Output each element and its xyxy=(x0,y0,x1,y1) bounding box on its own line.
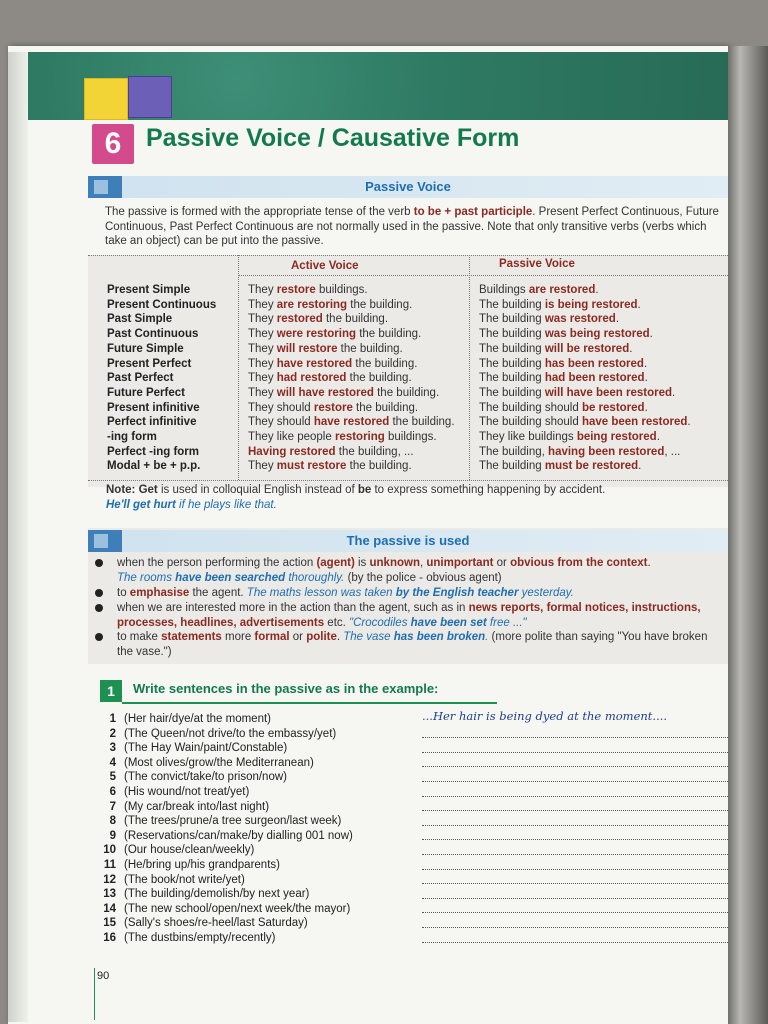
exercise-item: 14 (The new school/open/next week/the mayor) xyxy=(103,902,351,915)
intro-paragraph: The passive is formed with the appropriate tense of the verb to be + past participle. Present Perfect Continuous, Future Continuous, Past Perfect Continuous are not normally used in the passive. Note that only transitive verbs (verbs which take an object) can be put into the passive. xyxy=(105,206,719,247)
section-marker-icon xyxy=(88,176,122,198)
active-example: They were restoring the building. xyxy=(248,328,422,341)
tense-label: Present Continuous xyxy=(107,298,217,311)
active-example: They restore buildings. xyxy=(248,284,368,296)
active-example: They will restore the building. xyxy=(248,342,403,355)
page-number: 90 xyxy=(97,970,110,982)
exercise-number-badge: 1 xyxy=(100,680,122,702)
section-title: Passive Voice xyxy=(365,179,451,194)
passive-used-section-header xyxy=(88,530,728,552)
passive-example: The building, having been restored, ... xyxy=(479,445,681,458)
passive-example: The building was being restored. xyxy=(479,328,653,341)
exercise-item: 2 (The Queen/not drive/to the embassy/yet) xyxy=(109,727,337,740)
tense-label: Perfect infinitive xyxy=(107,416,197,429)
textbook-page xyxy=(8,46,728,1024)
page-spine xyxy=(8,52,28,1022)
bullet-1: when the person performing the action (agent) is unknown, unimportant or obvious from the context. The rooms have been searched thoroughly. (by the police - obvious agent) xyxy=(95,556,725,586)
tense-label: Future Simple xyxy=(107,342,184,355)
passive-example: The building will be restored. xyxy=(479,342,633,355)
passive-example: The building must be restored. xyxy=(479,460,642,473)
page-number-rule xyxy=(94,968,95,1020)
bullet-3: when we are interested more in the action than the agent, such as in news reports, formal notices, instructions, processes, headlines, advertisements etc. "Crocodiles have been set free ..." xyxy=(95,601,725,631)
exercise-item: 3 (The Hay Wain/paint/Constable) xyxy=(109,742,288,755)
book-gutter-shadow xyxy=(728,46,768,1024)
exercise-item: 4 (Most olives/grow/the Mediterranean) xyxy=(109,756,314,769)
active-example: They must restore the building. xyxy=(248,460,412,473)
exercise-item: 7 (My car/break into/last night) xyxy=(109,800,270,813)
tense-label: Perfect -ing form xyxy=(107,445,200,458)
note-line: Note: Get is used in colloquial English instead of be to express something happening by accident. xyxy=(106,484,606,496)
exercise-item: 12 (The book/not write/yet) xyxy=(103,873,245,886)
note-example: He'll get hurt if he plays like that. xyxy=(106,499,277,511)
exercise-title: Write sentences in the passive as in the example: xyxy=(133,681,439,696)
exercise-item: 1 (Her hair/dye/at the moment) xyxy=(109,713,272,725)
example-answer: ...Her hair is being dyed at the moment.... xyxy=(422,709,668,723)
table-header-rule xyxy=(238,275,728,276)
bullet-icon xyxy=(95,633,103,641)
passive-example: The building will have been restored. xyxy=(479,386,676,399)
passive-voice-section-header xyxy=(88,176,728,198)
table-col-divider-2 xyxy=(469,255,470,480)
bullet-2: to emphasise the agent. The maths lesson was taken by the English teacher yesterday. xyxy=(95,586,725,601)
exercise-item: 13 (The building/demolish/by next year) xyxy=(103,888,310,901)
tense-label: Past Continuous xyxy=(107,328,199,341)
section-title: The passive is used xyxy=(346,533,470,548)
exercise-item: 11 (He/bring up/his grandparents) xyxy=(103,858,280,871)
bullet-4: to make statements more formal or polite. The vase has been broken. (more polite than saying "You have broken the vase.") xyxy=(95,630,725,660)
table-bottom-rule xyxy=(88,480,728,481)
passive-example: The building was restored. xyxy=(479,313,620,326)
exercise-item: 5 (The convict/take/to prison/now) xyxy=(109,771,287,784)
yellow-square xyxy=(84,78,128,120)
bullet-icon xyxy=(95,604,103,612)
active-example: They like people restoring buildings. xyxy=(248,431,437,444)
tense-label: Modal + be + p.p. xyxy=(107,460,201,473)
bullet-icon xyxy=(95,559,103,567)
tense-label: Past Simple xyxy=(107,313,173,326)
note-box xyxy=(106,483,605,513)
exercise-item: 15 (Sally's shoes/re-heel/last Saturday) xyxy=(103,917,308,930)
passive-column xyxy=(479,283,691,474)
exercise-item: 8 (The trees/prune/a tree surgeon/last week) xyxy=(109,815,342,828)
tense-label: Present Perfect xyxy=(107,357,192,370)
tense-label: Present infinitive xyxy=(107,401,200,414)
active-example: Having restored the building, ... xyxy=(248,445,414,458)
exercise-title-rule xyxy=(122,702,497,704)
active-example: They will have restored the building. xyxy=(248,386,440,399)
tense-column xyxy=(107,283,216,474)
exercise-item: 6 (His wound/not treat/yet) xyxy=(109,785,250,798)
tense-label: -ing form xyxy=(107,431,157,444)
passive-example: Buildings are restored. xyxy=(479,284,599,296)
active-example: They should restore the building. xyxy=(248,401,419,414)
active-example: They restored the building. xyxy=(248,313,389,326)
passive-example: The building had been restored. xyxy=(479,372,648,385)
exercise-item: 16 (The dustbins/empty/recently) xyxy=(103,931,276,944)
passive-example: They like buildings being restored. xyxy=(479,431,660,444)
active-column xyxy=(248,283,455,474)
active-example: They have restored the building. xyxy=(248,357,418,370)
purple-square xyxy=(128,76,172,118)
section-marker-icon xyxy=(88,530,122,552)
col-header-active: Active Voice xyxy=(291,260,359,272)
table-col-divider-1 xyxy=(238,255,239,480)
active-example: They are restoring the building. xyxy=(248,298,413,311)
passive-example: The building should have been restored. xyxy=(479,416,691,429)
passive-example: The building should be restored. xyxy=(479,401,648,414)
active-example: They should have restored the building. xyxy=(248,416,455,429)
passive-example: The building is being restored. xyxy=(479,298,641,311)
answer-lines xyxy=(422,709,728,946)
answer-line[interactable] xyxy=(422,931,728,946)
table-top-rule xyxy=(88,255,728,256)
col-header-passive: Passive Voice xyxy=(499,258,575,270)
active-example: They had restored the building. xyxy=(248,372,412,385)
tense-label: Past Perfect xyxy=(107,372,174,385)
bullet-icon xyxy=(95,589,103,597)
page-title: Passive Voice / Causative Form xyxy=(146,124,520,152)
passive-example: The building has been restored. xyxy=(479,357,648,370)
exercise-items xyxy=(94,712,353,946)
exercise-item: 10 (Our house/clean/weekly) xyxy=(103,844,255,857)
tense-label: Future Perfect xyxy=(107,386,185,399)
unit-number-badge: 6 xyxy=(92,124,134,164)
exercise-item: 9 (Reservations/can/make/by dialling 001 now) xyxy=(109,829,353,842)
tense-label: Present Simple xyxy=(107,284,191,296)
